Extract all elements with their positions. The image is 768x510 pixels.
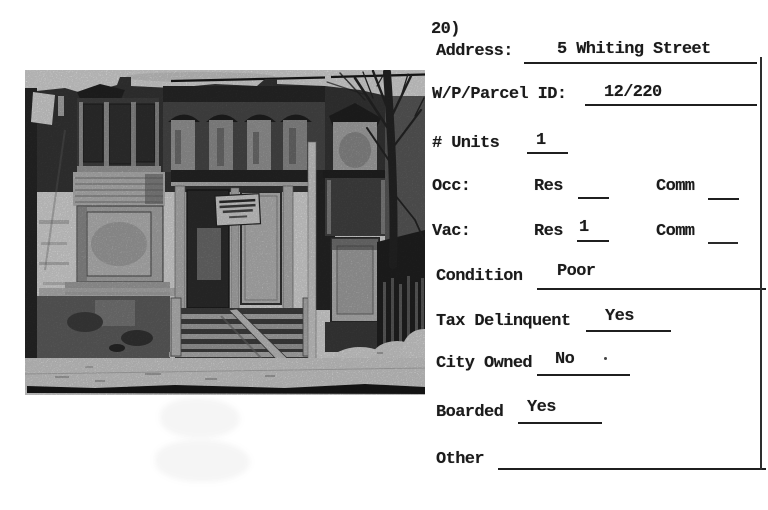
bleed-through-mark [155,440,250,482]
condition-underline [537,288,766,290]
units-label: # Units [432,134,500,153]
item-number: 20) [431,20,460,39]
condition-label: Condition [436,267,523,286]
vacant-comm-underline [708,242,738,244]
bleed-through-mark [160,398,240,438]
address-label: Address: [436,42,513,61]
tax-delinquent-label: Tax Delinquent [436,312,571,331]
condition-value: Poor [557,262,596,281]
city-owned-value: No [555,350,575,369]
building-photo [25,70,425,395]
tax-delinquent-value: Yes [605,307,634,326]
occupied-res-label: Res [534,177,563,196]
city-owned-label: City Owned [436,354,533,373]
other-underline [498,468,766,470]
parcel-id-label: W/P/Parcel ID: [432,85,567,104]
units-underline [527,152,568,154]
vacant-label: Vac: [432,222,471,241]
photocopy-grain [25,70,425,395]
other-label: Other [436,450,485,469]
vacant-res-value: 1 [579,218,589,237]
occupied-res-underline [578,197,609,199]
boarded-underline [518,422,602,424]
occupied-label: Occ: [432,177,471,196]
vacant-comm-label: Comm [656,222,695,241]
vacant-res-label: Res [534,222,563,241]
city-owned-underline [537,374,630,376]
parcel-id-value: 12/220 [604,83,662,102]
stray-mark [604,357,607,360]
occupied-comm-label: Comm [656,177,695,196]
tax-delinquent-underline [586,330,671,332]
occupied-comm-underline [708,198,739,200]
form-right-border [760,57,762,470]
boarded-value: Yes [527,398,556,417]
photo-scene [25,70,425,395]
boarded-label: Boarded [436,403,504,422]
address-value: 5 Whiting Street [557,40,711,59]
address-underline [524,62,757,64]
parcel-id-underline [585,104,757,106]
vacant-res-underline [577,240,609,242]
units-value: 1 [536,131,546,150]
